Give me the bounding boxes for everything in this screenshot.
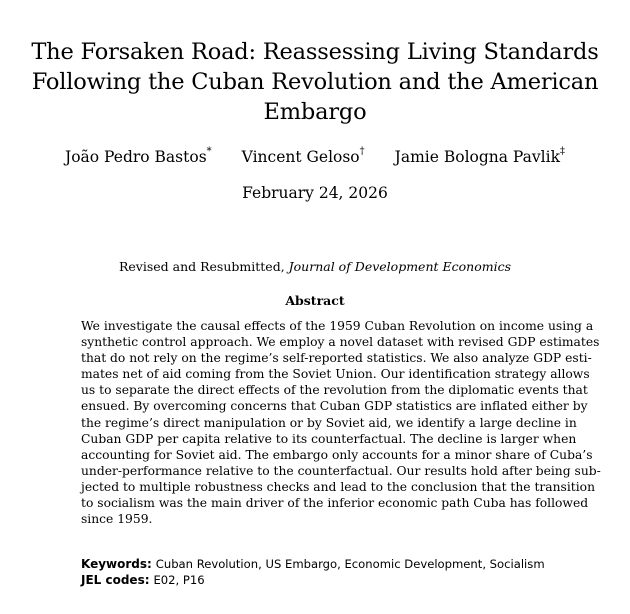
jel-value: E02, P16	[153, 573, 205, 587]
abstract-line: Cuban GDP per capita relative to its counterfactual. The decline is larger when	[81, 431, 577, 446]
jel-label: JEL codes:	[81, 573, 150, 587]
keywords-label: Keywords:	[81, 557, 152, 571]
publication-status	[0, 259, 630, 274]
author-footnote-mark: ‡	[559, 146, 565, 157]
abstract-line: under-performance relative to the counterfactual. Our results hold after being sub-	[81, 463, 601, 478]
author	[242, 144, 365, 167]
keywords-block	[81, 556, 591, 588]
abstract-line: to socialism was the main driver of the inferior economic path Cuba has followed	[81, 496, 589, 511]
paper-title	[30, 37, 600, 127]
abstract-line: jected to multiple robustness checks and lead to the conclusion that the transition	[81, 479, 595, 494]
abstract-heading: Abstract	[285, 293, 345, 308]
title-line: The Forsaken Road: Reassessing Living Standards	[31, 39, 599, 66]
author-name: Vincent Geloso	[241, 148, 360, 167]
abstract-line: accounting for Soviet aid. The embargo only accounts for a minor share of Cuba’s	[81, 447, 593, 462]
author	[395, 144, 565, 167]
author-list	[0, 144, 630, 167]
abstract-line: since 1959.	[81, 512, 153, 527]
title-line: Embargo	[263, 99, 367, 126]
abstract-line: We investigate the causal effects of the 1959 Cuban Revolution on income using a	[81, 319, 594, 333]
abstract-line: synthetic control approach. We employ a novel dataset with revised GDP estimates	[81, 335, 600, 350]
abstract-line: mates net of aid coming from the Soviet Union. Our identification strategy allows	[81, 367, 590, 382]
abstract-line: that do not rely on the regime’s self-reported statistics. We also analyze GDP esti-	[81, 351, 592, 366]
abstract-line: us to separate the direct effects of the revolution from the diplomatic events that	[81, 383, 588, 398]
abstract-text	[81, 318, 601, 527]
title-line: Following the Cuban Revolution and the American	[31, 69, 599, 96]
keywords-row	[81, 556, 591, 572]
author-footnote-mark: †	[359, 146, 365, 157]
paper-date: February 24, 2026	[242, 184, 388, 202]
jel-row	[81, 572, 591, 588]
author-footnote-mark: *	[206, 146, 212, 157]
author-name: João Pedro Bastos	[65, 148, 207, 167]
keywords-value: Cuban Revolution, US Embargo, Economic Development, Socialism	[155, 557, 545, 571]
journal-name: Journal of Development Economics	[288, 259, 511, 274]
author-name: Jamie Bologna Pavlik	[394, 148, 560, 167]
author	[65, 144, 212, 167]
abstract-line: the regime’s direct manipulation or by Soviet aid, we identify a large decline in	[81, 415, 577, 430]
abstract-line: ensued. By overcoming concerns that Cuban GDP statistics are inflated either by	[81, 399, 588, 414]
status-prefix: Revised and Resubmitted,	[118, 259, 289, 274]
